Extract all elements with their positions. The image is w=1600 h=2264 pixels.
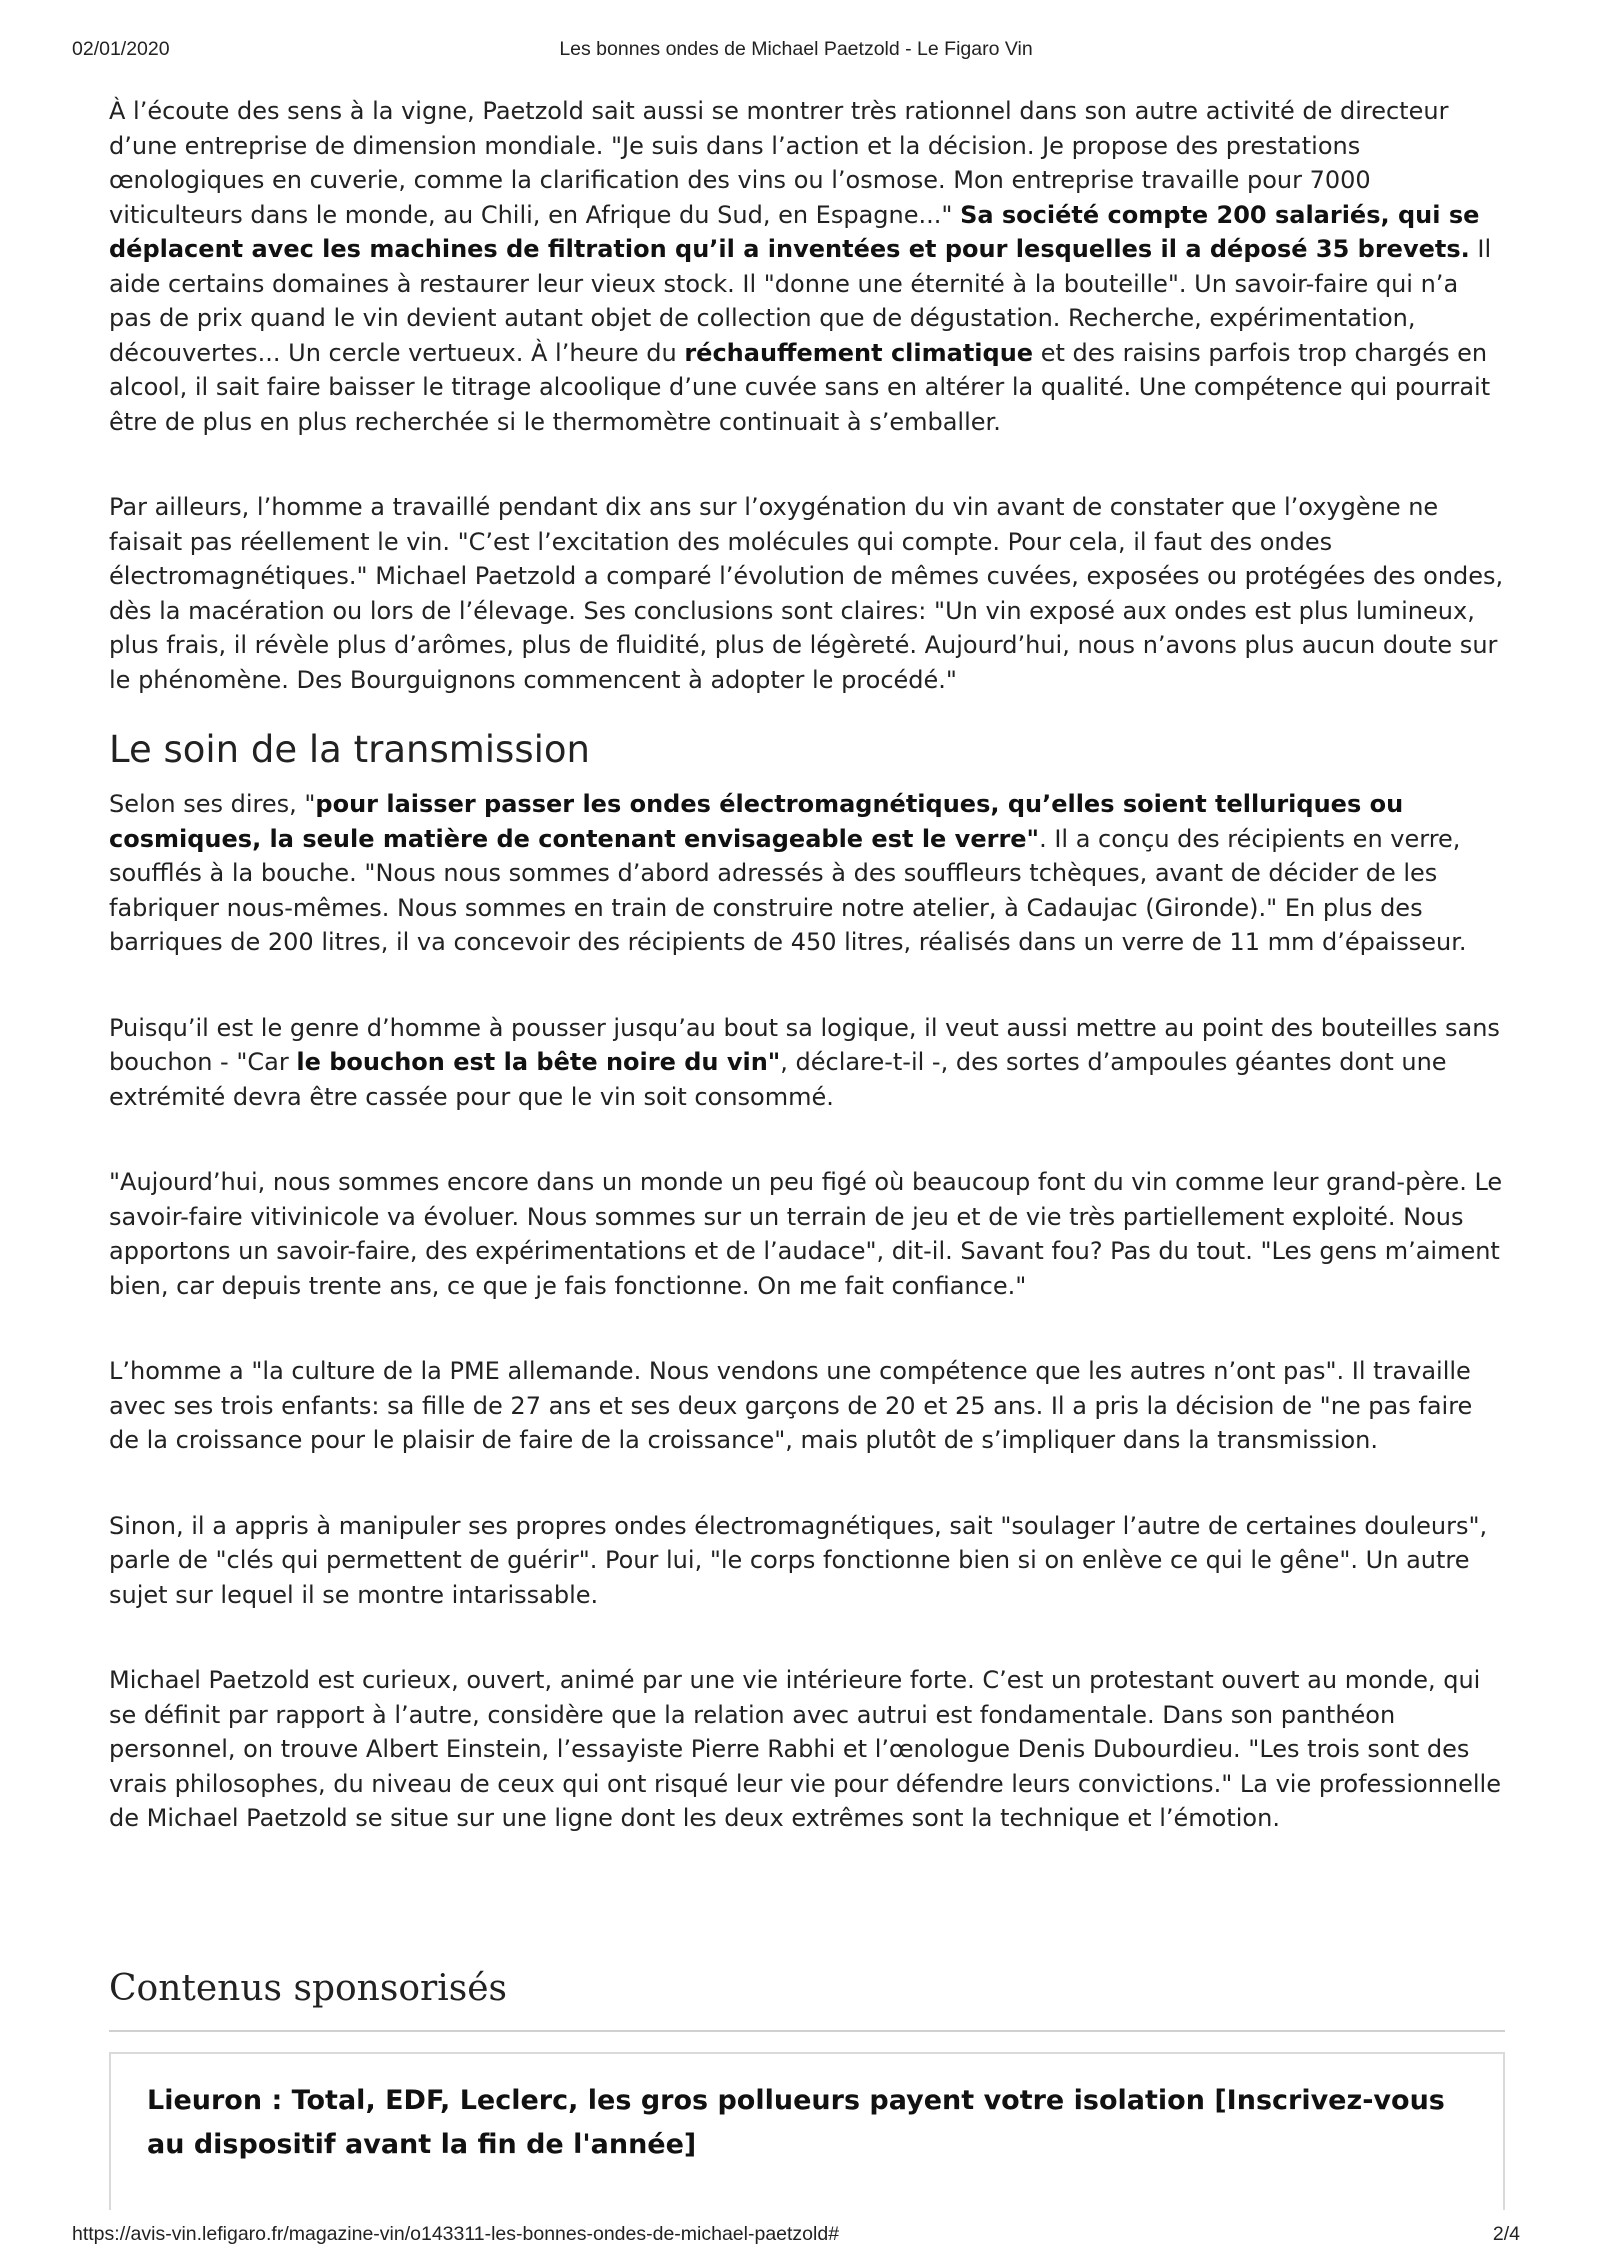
print-page-title: Les bonnes ondes de Michael Paetzold - Le Figaro Vin: [559, 38, 1033, 60]
article-body: [109, 94, 1504, 1887]
p1-text-1: À l’écoute des sens à la vigne, Paetzold sait aussi se montrer très rationnel dans son autre activité de directeur d’une entreprise de dimension mondiale. "Je suis dans l’action et la décision. Je propose des prestations œnologiques en cuverie, comme la clarification des vins ou l’osmose. Mon entreprise travaille pour 7000 viticulteurs dans le monde, au Chili, en Afrique du Sud, en Espagne...": [109, 97, 1449, 229]
print-page-number: 2/4: [1492, 2223, 1520, 2245]
sponsored-heading: Contenus sponsorisés: [109, 1968, 507, 2009]
p3-text-2: . Il a conçu des récipients en verre, soufflés à la bouche. "Nous nous sommes d’abord adressés à des souffleurs tchèques, avant de décider de les fabriquer nous-mêmes. Nous sommes en train de construire notre atelier, à Cadaujac (Gironde)." En plus des barriques de 200 litres, il va concevoir des récipients de 450 litres, réalisés dans un verre de 11 mm d’épaisseur.: [109, 824, 1467, 956]
print-url: https://avis-vin.lefigaro.fr/magazine-vin/o143311-les-bonnes-ondes-de-michael-paetzold#: [72, 2223, 840, 2245]
sponsored-divider: [109, 2030, 1505, 2032]
print-footer: [72, 2223, 1520, 2251]
print-header: [72, 38, 1520, 66]
article-paragraph-8: Michael Paetzold est curieux, ouvert, animé par une vie intérieure forte. C’est un protestant ouvert au monde, qui se définit par rapport à l’autre, considère que la relation avec autrui est fondamentale. Dans son panthéon personnel, on trouve Albert Einstein, l’essayiste Pierre Rabhi et l’œnologue Denis Dubourdieu. "Les trois sont des vrais philosophes, du niveau de ceux qui ont risqué leur vie pour défendre leurs convictions." La vie professionnelle de Michael Paetzold se situe sur une ligne dont les deux extrêmes sont la technique et l’émotion.: [109, 1666, 1501, 1832]
article-paragraph-2: Par ailleurs, l’homme a travaillé pendant dix ans sur l’oxygénation du vin avant de constater que l’oxygène ne faisait pas réellement le vin. "C’est l’excitation des molécules qui compte. Pour cela, il faut des ondes électromagnétiques." Michael Paetzold a comparé l’évolution de mêmes cuvées, exposées ou protégées des ondes, dès la macération ou lors de l’élevage. Ses conclusions sont claires: "Un vin exposé aux ondes est plus lumineux, plus frais, il révèle plus d’arômes, plus de fluidité, plus de légèreté. Aujourd’hui, nous n’avons plus aucun doute sur le phénomène. Des Bourguignons commencent à adopter le procédé.": [109, 493, 1504, 694]
p3-bold-1: pour laisser passer les ondes électromagnétiques, qu’elles soient telluriques ou cosmiques, la seule matière de contenant envisageable est le verre": [109, 790, 1404, 853]
sponsored-section: [109, 1967, 1505, 2210]
p4-text-1: Puisqu’il est le genre d’homme à pousser jusqu’au bout sa logique, il veut aussi mettre au point des bouteilles sans bouchon - "Car: [109, 1013, 1500, 1076]
print-date: 02/01/2020: [72, 38, 170, 60]
section-heading: Le soin de la transmission: [109, 728, 590, 771]
p4-bold-1: le bouchon est la bête noire du vin": [296, 1048, 781, 1076]
article-paragraph-7: Sinon, il a appris à manipuler ses propres ondes électromagnétiques, sait "soulager l’autre de certaines douleurs", parle de "clés qui permettent de guérir". Pour lui, "le corps fonctionne bien si on enlève ce qui le gêne". Un autre sujet sur lequel il se montre intarissable.: [109, 1511, 1488, 1609]
p3-text-1: Selon ses dires, ": [109, 790, 316, 818]
article-paragraph-1: [109, 94, 1504, 439]
article-paragraph-6: L’homme a "la culture de la PME allemande. Nous vendons une compétence que les autres n’ont pas". Il travaille avec ses trois enfants: sa fille de 27 ans et ses deux garçons de 20 et 25 ans. Il a pris la décision de "ne pas faire de la croissance pour le plaisir de faire de la croissance", mais plutôt de s’impliquer dans la transmission.: [109, 1357, 1473, 1454]
p1-bold-1: Sa société compte 200 salariés, qui se déplacent avec les machines de filtration qu’il a inventées et pour lesquelles il a déposé 35 brevets.: [109, 200, 1480, 263]
p1-bold-2: réchauffement climatique: [684, 338, 1034, 367]
p1-text-2: Il aide certains domaines à restaurer leur vieux stock. Il "donne une éternité à la bouteille". Un savoir-faire qui n’a pas de prix quand le vin devient autant objet de collection que de dégustation. Recherche, expérimentation, découvertes... Un cercle vertueux. À l’heure du: [109, 235, 1492, 367]
p1-text-3: et des raisins parfois trop chargés en alcool, il sait faire baisser le titrage alcoolique d’une cuvée sans en altérer la qualité. Une compétence qui pourrait être de plus en plus recherchée si le thermomètre continuait à s’emballer.: [109, 338, 1491, 436]
sponsored-card-title-link[interactable]: Lieuron : Total, EDF, Leclerc, les gros pollueurs payent votre isolation [Inscrivez-vous au dispositif avant la fin de l'année]: [147, 2085, 1445, 2160]
article-paragraph-4: [109, 1011, 1504, 1115]
article-paragraph-5: "Aujourd’hui, nous sommes encore dans un monde un peu figé où beaucoup font du vin comme leur grand-père. Le savoir-faire vitivinicole va évoluer. Nous sommes sur un terrain de jeu et de vie très partiellement exploité. Nous apportons un savoir-faire, des expérimentations et de l’audace", dit-il. Savant fou? Pas du tout. "Les gens m’aiment bien, car depuis trente ans, ce que je fais fonctionne. On me fait confiance.": [109, 1168, 1503, 1300]
sponsored-card[interactable]: [109, 2052, 1505, 2210]
article-paragraph-3: [109, 787, 1504, 960]
p4-text-2: , déclare-t-il -, des sortes d’ampoules géantes dont une extrémité devra être cassée pour que le vin soit consommé.: [109, 1048, 1447, 1111]
